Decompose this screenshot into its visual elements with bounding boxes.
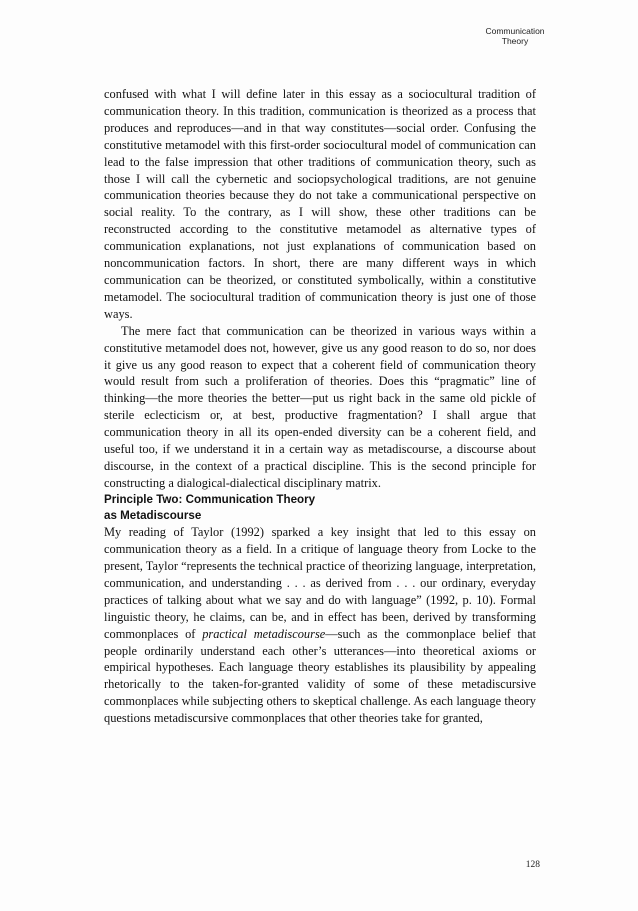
section-heading-line-2: as Metadiscourse xyxy=(104,508,202,522)
section-heading xyxy=(104,492,536,524)
running-head xyxy=(460,26,570,46)
emphasized-term: practical metadiscourse xyxy=(202,626,326,641)
running-head-line-2: Theory xyxy=(501,36,529,46)
paragraph-3-part-1: My reading of Taylor (1992) sparked a key insight that led to this essay on communication theory as a field. In a critique of language theory from Locke to the present, Taylor “represents the technical practice of theorizing language, interpretation, communication, and understanding . . . as derived from . . . our ordinary, everyday practices of talking about what we say and do with language” (1992, p. 10). Formal linguistic theory, he claims, can be, and in effect has been, derived by transforming commonplaces of xyxy=(104,525,536,641)
paragraph-1: confused with what I will define later in this essay as a sociocultural tradition of communication theory. In this tradition, communication is theorized as a process that produces and reproduces—and in that way constitutes—social order. Confusing the constitutive metamodel with this first-order sociocultural model of communication can lead to the false impression that other traditions of communication theory, such as those I will call the cybernetic and sociopsychological traditions, are not genuine communication theories because they do not take a communicational perspective on social reality. To the contrary, as I will show, these other traditions can be reconstructed according to the constitutive metamodel as alternative types of communication explanations, not just explanations of communication based on noncommunication factors. In short, there are many different ways in which communication can be theorized, or constituted symbolically, within a constitutive metamodel. The sociocultural tradition of communication theory is just one of those ways. xyxy=(104,87,536,321)
body-text xyxy=(104,86,536,727)
paragraph-3-part-2: —such as the commonplace belief that people ordinarily understand each other’s utterances—into theoretical axioms or empirical hypotheses. Each language theory establishes its plausibility by appealing rhetorically to the taken-for-granted validity of some of these metadiscursive commonplaces while subjecting others to skeptical challenge. As each language theory questions metadiscursive commonplaces that other theories take for granted, xyxy=(104,626,536,726)
paragraph-2: The mere fact that communication can be theorized in various ways within a constitutive metamodel does not, however, give us any good reason to do so, nor does it give us any good reason to expect that a coherent field of communication theory would result from such a proliferation of theories. Does this “pragmatic” line of thinking—the more theories the better—put us right back in the same old pickle of sterile eclecticism or, at best, productive fragmentation? I shall argue that communication theory in all its open-ended diversity can be a coherent field, and useful too, if we understand it in a certain way as metadiscourse, a discourse about discourse, in the context of a practical discipline. This is the second principle for constructing a dialogical-dialectical disciplinary matrix. xyxy=(104,323,536,490)
paragraph-3 xyxy=(104,524,536,727)
page-number: 128 xyxy=(525,860,540,870)
running-head-line-1: Communication xyxy=(485,26,545,36)
section-heading-line-1: Principle Two: Communication Theory xyxy=(104,492,316,506)
